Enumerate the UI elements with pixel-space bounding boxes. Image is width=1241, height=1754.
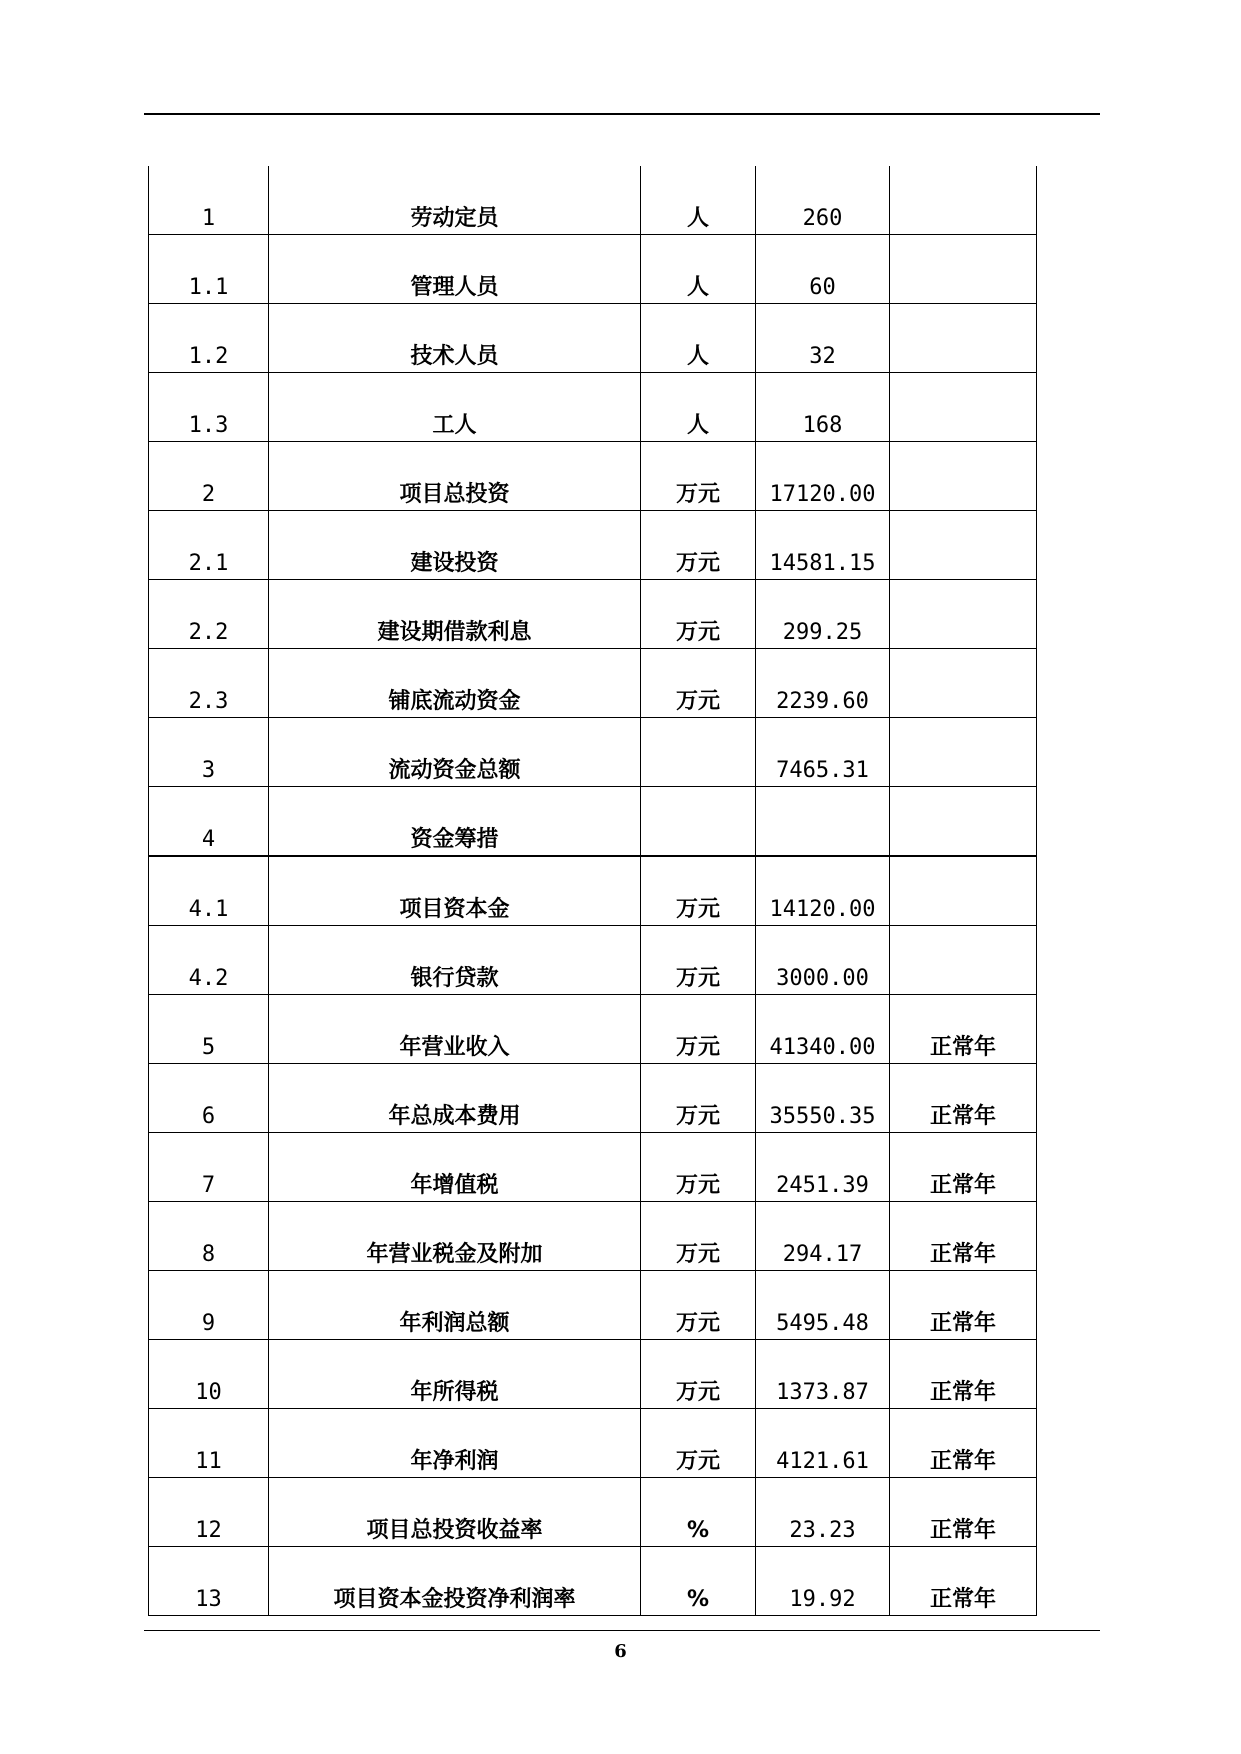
item-note: 正常年 (890, 1064, 1037, 1133)
item-name: 年总成本费用 (269, 1064, 641, 1133)
item-value: 2451.39 (756, 1133, 890, 1202)
item-unit: 人 (641, 166, 756, 235)
item-note (890, 580, 1037, 649)
item-number: 8 (149, 1202, 269, 1271)
item-name: 项目资本金 (269, 856, 641, 926)
item-unit: 万元 (641, 511, 756, 580)
item-name: 年所得税 (269, 1340, 641, 1409)
item-value: 60 (756, 235, 890, 304)
item-name: 项目资本金投资净利润率 (269, 1547, 641, 1616)
item-name: 项目总投资收益率 (269, 1478, 641, 1547)
item-value: 168 (756, 373, 890, 442)
item-name: 技术人员 (269, 304, 641, 373)
item-unit (641, 718, 756, 787)
item-name: 资金筹措 (269, 787, 641, 857)
item-note: 正常年 (890, 1133, 1037, 1202)
item-unit (641, 787, 756, 857)
item-unit: 万元 (641, 1271, 756, 1340)
item-value: 17120.00 (756, 442, 890, 511)
item-value: 32 (756, 304, 890, 373)
table-row (149, 1271, 1037, 1340)
item-note (890, 718, 1037, 787)
item-unit: 万元 (641, 1409, 756, 1478)
item-value: 19.92 (756, 1547, 890, 1616)
table-row (149, 787, 1037, 857)
item-unit: 人 (641, 373, 756, 442)
footer-rule (144, 1630, 1100, 1631)
item-value: 5495.48 (756, 1271, 890, 1340)
item-note: 正常年 (890, 1271, 1037, 1340)
table-row (149, 995, 1037, 1064)
item-note: 正常年 (890, 1478, 1037, 1547)
item-value: 41340.00 (756, 995, 890, 1064)
table-row (149, 1478, 1037, 1547)
item-note (890, 787, 1037, 857)
item-value: 4121.61 (756, 1409, 890, 1478)
page-number: 6 (614, 1641, 627, 1662)
item-number: 10 (149, 1340, 269, 1409)
table-row (149, 1340, 1037, 1409)
table-row (149, 1064, 1037, 1133)
table-row (149, 1547, 1037, 1616)
table-row (149, 718, 1037, 787)
item-number: 2.1 (149, 511, 269, 580)
item-number: 6 (149, 1064, 269, 1133)
item-note (890, 304, 1037, 373)
item-note (890, 373, 1037, 442)
item-value: 35550.35 (756, 1064, 890, 1133)
item-number: 11 (149, 1409, 269, 1478)
item-number: 1.3 (149, 373, 269, 442)
item-name: 年营业收入 (269, 995, 641, 1064)
item-unit: 万元 (641, 995, 756, 1064)
item-note (890, 166, 1037, 235)
item-number: 7 (149, 1133, 269, 1202)
item-number: 5 (149, 995, 269, 1064)
item-name: 年营业税金及附加 (269, 1202, 641, 1271)
item-name: 管理人员 (269, 235, 641, 304)
item-name: 工人 (269, 373, 641, 442)
item-value: 260 (756, 166, 890, 235)
economic-indicators-table (148, 166, 1037, 1616)
item-number: 2 (149, 442, 269, 511)
item-unit: 万元 (641, 1340, 756, 1409)
item-unit: 万元 (641, 856, 756, 926)
item-number: 2.2 (149, 580, 269, 649)
item-unit: 万元 (641, 926, 756, 995)
item-note: 正常年 (890, 1340, 1037, 1409)
item-name: 年增值税 (269, 1133, 641, 1202)
item-name: 劳动定员 (269, 166, 641, 235)
table-row (149, 926, 1037, 995)
item-value: 294.17 (756, 1202, 890, 1271)
item-number: 1.1 (149, 235, 269, 304)
item-number: 4.2 (149, 926, 269, 995)
table-body (149, 166, 1037, 1616)
item-unit: 人 (641, 235, 756, 304)
item-name: 项目总投资 (269, 442, 641, 511)
item-note (890, 856, 1037, 926)
item-name: 年净利润 (269, 1409, 641, 1478)
table-row (149, 1202, 1037, 1271)
table-row (149, 580, 1037, 649)
item-number: 3 (149, 718, 269, 787)
item-note (890, 511, 1037, 580)
item-number: 2.3 (149, 649, 269, 718)
item-number: 4.1 (149, 856, 269, 926)
item-value: 7465.31 (756, 718, 890, 787)
item-note: 正常年 (890, 1202, 1037, 1271)
item-value: 3000.00 (756, 926, 890, 995)
table-row (149, 304, 1037, 373)
table-row (149, 235, 1037, 304)
item-number: 1.2 (149, 304, 269, 373)
item-name: 流动资金总额 (269, 718, 641, 787)
item-name: 建设期借款利息 (269, 580, 641, 649)
item-number: 1 (149, 166, 269, 235)
item-note (890, 926, 1037, 995)
item-number: 12 (149, 1478, 269, 1547)
item-name: 建设投资 (269, 511, 641, 580)
item-number: 4 (149, 787, 269, 857)
item-unit: 万元 (641, 1202, 756, 1271)
item-value: 23.23 (756, 1478, 890, 1547)
item-unit: % (641, 1478, 756, 1547)
table-row (149, 1133, 1037, 1202)
item-value: 1373.87 (756, 1340, 890, 1409)
header-rule (144, 113, 1100, 115)
item-note (890, 235, 1037, 304)
item-value: 2239.60 (756, 649, 890, 718)
table-row (149, 856, 1037, 926)
item-name: 银行贷款 (269, 926, 641, 995)
item-unit: 万元 (641, 1064, 756, 1133)
item-unit: 万元 (641, 442, 756, 511)
item-number: 9 (149, 1271, 269, 1340)
item-number: 13 (149, 1547, 269, 1616)
item-unit: 万元 (641, 580, 756, 649)
table-row (149, 649, 1037, 718)
item-value (756, 787, 890, 857)
item-unit: 人 (641, 304, 756, 373)
item-value: 299.25 (756, 580, 890, 649)
item-note (890, 442, 1037, 511)
table-row (149, 511, 1037, 580)
table-row (149, 373, 1037, 442)
item-name: 年利润总额 (269, 1271, 641, 1340)
item-note: 正常年 (890, 1409, 1037, 1478)
item-note (890, 649, 1037, 718)
table-row (149, 442, 1037, 511)
item-unit: 万元 (641, 649, 756, 718)
item-unit: 万元 (641, 1133, 756, 1202)
item-name: 铺底流动资金 (269, 649, 641, 718)
item-unit: % (641, 1547, 756, 1616)
item-value: 14581.15 (756, 511, 890, 580)
item-note: 正常年 (890, 1547, 1037, 1616)
item-value: 14120.00 (756, 856, 890, 926)
table-row (149, 1409, 1037, 1478)
table-row (149, 166, 1037, 235)
item-note: 正常年 (890, 995, 1037, 1064)
